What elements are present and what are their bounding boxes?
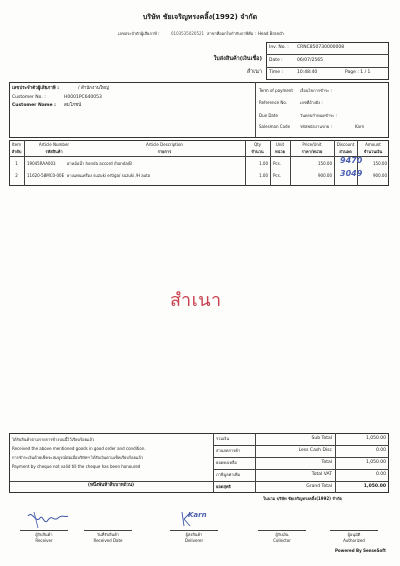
row-2-unit: Pcs. <box>273 173 281 178</box>
row-2-price: 900.00 <box>318 173 332 178</box>
deliverer-signature: Karn <box>188 511 207 519</box>
col-article-th: รหัสสินค้า <box>45 149 63 154</box>
sign-deliverer-en: Deliverer <box>184 538 204 543</box>
powered-by: Powered By SenseSoft <box>335 548 386 553</box>
col-desc-en: Article Description <box>146 142 183 147</box>
company-name: บริษัท ชัยเจริญทรงคลิ้ง(1992) จำกัด <box>142 13 258 21</box>
col-amount-en: Amount <box>365 142 381 147</box>
row-2-handwritten-note: 3049 <box>340 169 363 178</box>
row-2-item: 2 <box>15 173 18 178</box>
on-behalf-of: ในนาม บริษัท ชัยเจริญทรงคลิ้ง(1992) จำกัด <box>263 496 342 501</box>
cash-disc-label-th: ส่วนลดการค้า <box>216 448 241 453</box>
col-qty-th: จำนวน <box>251 149 264 154</box>
customer-name: สมโภชน์ <box>64 103 82 108</box>
sign-authorized-en: Authorized <box>343 538 365 543</box>
sign-received-date-en: Received Date <box>93 538 123 543</box>
customer-branch: / สำนักงานใหญ่ <box>78 86 109 91</box>
sign-receiver-en: Receiver <box>35 538 53 543</box>
sign-collector-th: ผู้รับเงิน <box>275 532 289 537</box>
customer-name-label: Customer Name : <box>12 103 56 108</box>
salesman-label-th: รหัสพนักงานขาย : <box>300 124 332 129</box>
time-label: Time : <box>269 70 283 75</box>
col-discount-en: Discount <box>336 142 355 147</box>
col-price-en: Price/Unit <box>302 142 322 147</box>
vat-value: 0.00 <box>375 472 386 477</box>
row-1-handwritten-note: 9470 <box>340 156 363 165</box>
amount-in-words: (หนึ่งพันห้าสิบบาทถ้วน) <box>87 483 135 488</box>
customer-no: H0001PC640053 <box>64 95 102 100</box>
col-amount-th: จำนวนเงิน <box>363 149 383 154</box>
notice-th: ได้รับสินค้าตามรายการข้างบนนี้ไว้เรียบร้อยแล้ว <box>12 437 95 442</box>
vat-label-th: ภาษีมูลค่าเพิ่ม <box>216 472 241 477</box>
cash-disc-value: 0.00 <box>375 448 386 453</box>
row-2-qty: 1.00 <box>259 173 268 178</box>
customer-no-label: Customer No. : <box>12 95 46 100</box>
sign-received-date-th: วันที่รับสินค้า <box>96 532 120 537</box>
col-desc-th: รายการ <box>157 149 172 154</box>
sign-deliverer-th: ผู้ส่งสินค้า <box>185 532 203 537</box>
col-item-en: Item <box>11 142 22 147</box>
row-2-article: 11620-58MC0-00E <box>27 173 65 178</box>
customer-terms-box <box>9 82 389 138</box>
due-date-label: Due Date <box>259 113 278 118</box>
cash-disc-label: Less Cash Disc <box>298 448 332 453</box>
inv-number: CRNC850730000008 <box>297 45 345 50</box>
salesman-label: Salesman Code <box>259 124 291 129</box>
row-1-article: 19045RAA003 <box>27 161 56 166</box>
col-article-en: Article Number <box>38 142 70 147</box>
subtotal-value: 1,050.00 <box>365 436 386 441</box>
customer-tax-label: เลขประจำตัวผู้เสียภาษี : <box>12 86 60 91</box>
row-1-desc: ฝาหม้อน้ำ honda accord /honda/B <box>67 161 132 166</box>
company-branch-label: สาขาที่ออกใบกำกับภาษีคือ : <box>207 31 256 36</box>
due-date-label-th: วันครบกำหนดชำระ : <box>300 113 337 118</box>
total-value: 1,050.00 <box>365 460 386 465</box>
sign-collector-en: Collector <box>273 538 291 543</box>
grand-total-label: Grand Total <box>306 484 332 489</box>
row-2-desc: ยางแท่นเครื่อง suzuki ertiga/ suzuki /H auto <box>67 173 151 178</box>
copy-stamp: สำเนา <box>170 290 222 311</box>
subtotal-label: Sub Total <box>311 436 332 441</box>
receiver-signature <box>24 506 72 532</box>
total-label-th: ยอดคงเหลือ <box>216 460 237 465</box>
col-discount-th: ส่วนลด <box>339 149 352 154</box>
row-1-price: 150.00 <box>318 161 332 166</box>
subtotal-label-th: รวมเงิน <box>216 436 230 441</box>
cheque-notice-en: Payment by cheque not valid till the cheque has been honoured <box>12 464 141 469</box>
row-2-amount: 900.00 <box>373 173 387 178</box>
col-qty-en: Qty <box>253 142 262 147</box>
col-unit-en: Unit <box>275 142 285 147</box>
doc-copy-label: สำเนา <box>246 69 262 75</box>
cheque-notice-th: การชำระเงินด้วยเช็คจะสมบูรณ์ต่อเมื่อบริษัทฯ ได้รับเงินตามเช็คเรียบร้อยแล้ว <box>12 455 144 460</box>
grand-total-label-th: ยอดสุทธิ <box>216 484 231 489</box>
salesman-code: Karn <box>355 124 365 129</box>
inv-label: Inv. No. : <box>269 45 289 50</box>
row-1-amount: 150.00 <box>373 161 387 166</box>
doc-date: 06/07/2565 <box>297 58 323 63</box>
payment-term-label-th: เงื่อนไขการชำระ : <box>300 88 332 93</box>
company-tax-id: 0103535020521 <box>171 31 205 36</box>
row-1-unit: Pcs. <box>273 161 281 166</box>
row-1-item: 1 <box>15 161 18 166</box>
total-label: Total <box>321 460 332 465</box>
row-1-qty: 1.00 <box>259 161 268 166</box>
reference-label: Reference No. <box>259 100 288 105</box>
sign-receiver-th: ผู้รับสินค้า <box>35 532 53 537</box>
deliverer-sign-stroke <box>178 510 192 528</box>
notice-en: Received the above mentioned goods in good order and condition. <box>12 446 146 451</box>
col-price-th: ราคา/หน่วย <box>301 149 323 154</box>
reference-label-th: เลขที่อ้างอิง : <box>300 100 323 105</box>
page-number: Page : 1 / 1 <box>345 70 371 75</box>
doc-time: 10:48:40 <box>297 70 318 75</box>
vat-label: Total VAT <box>311 472 332 477</box>
col-item-th: ลำดับ <box>11 149 22 154</box>
payment-term-label: Term of payment <box>259 88 293 93</box>
sign-authorized-th: ผู้อนุมัติ <box>347 532 361 537</box>
company-tax-label: เลขประจำตัวผู้เสียภาษี : <box>118 31 160 36</box>
col-unit-th: หน่วย <box>275 149 285 154</box>
company-branch: Head Branch <box>258 31 284 36</box>
date-label: Date : <box>269 58 283 63</box>
doc-title: ใบส่งสินค้า(เงินเชื่อ) <box>213 56 262 62</box>
grand-total-value: 1,050.00 <box>363 484 386 489</box>
